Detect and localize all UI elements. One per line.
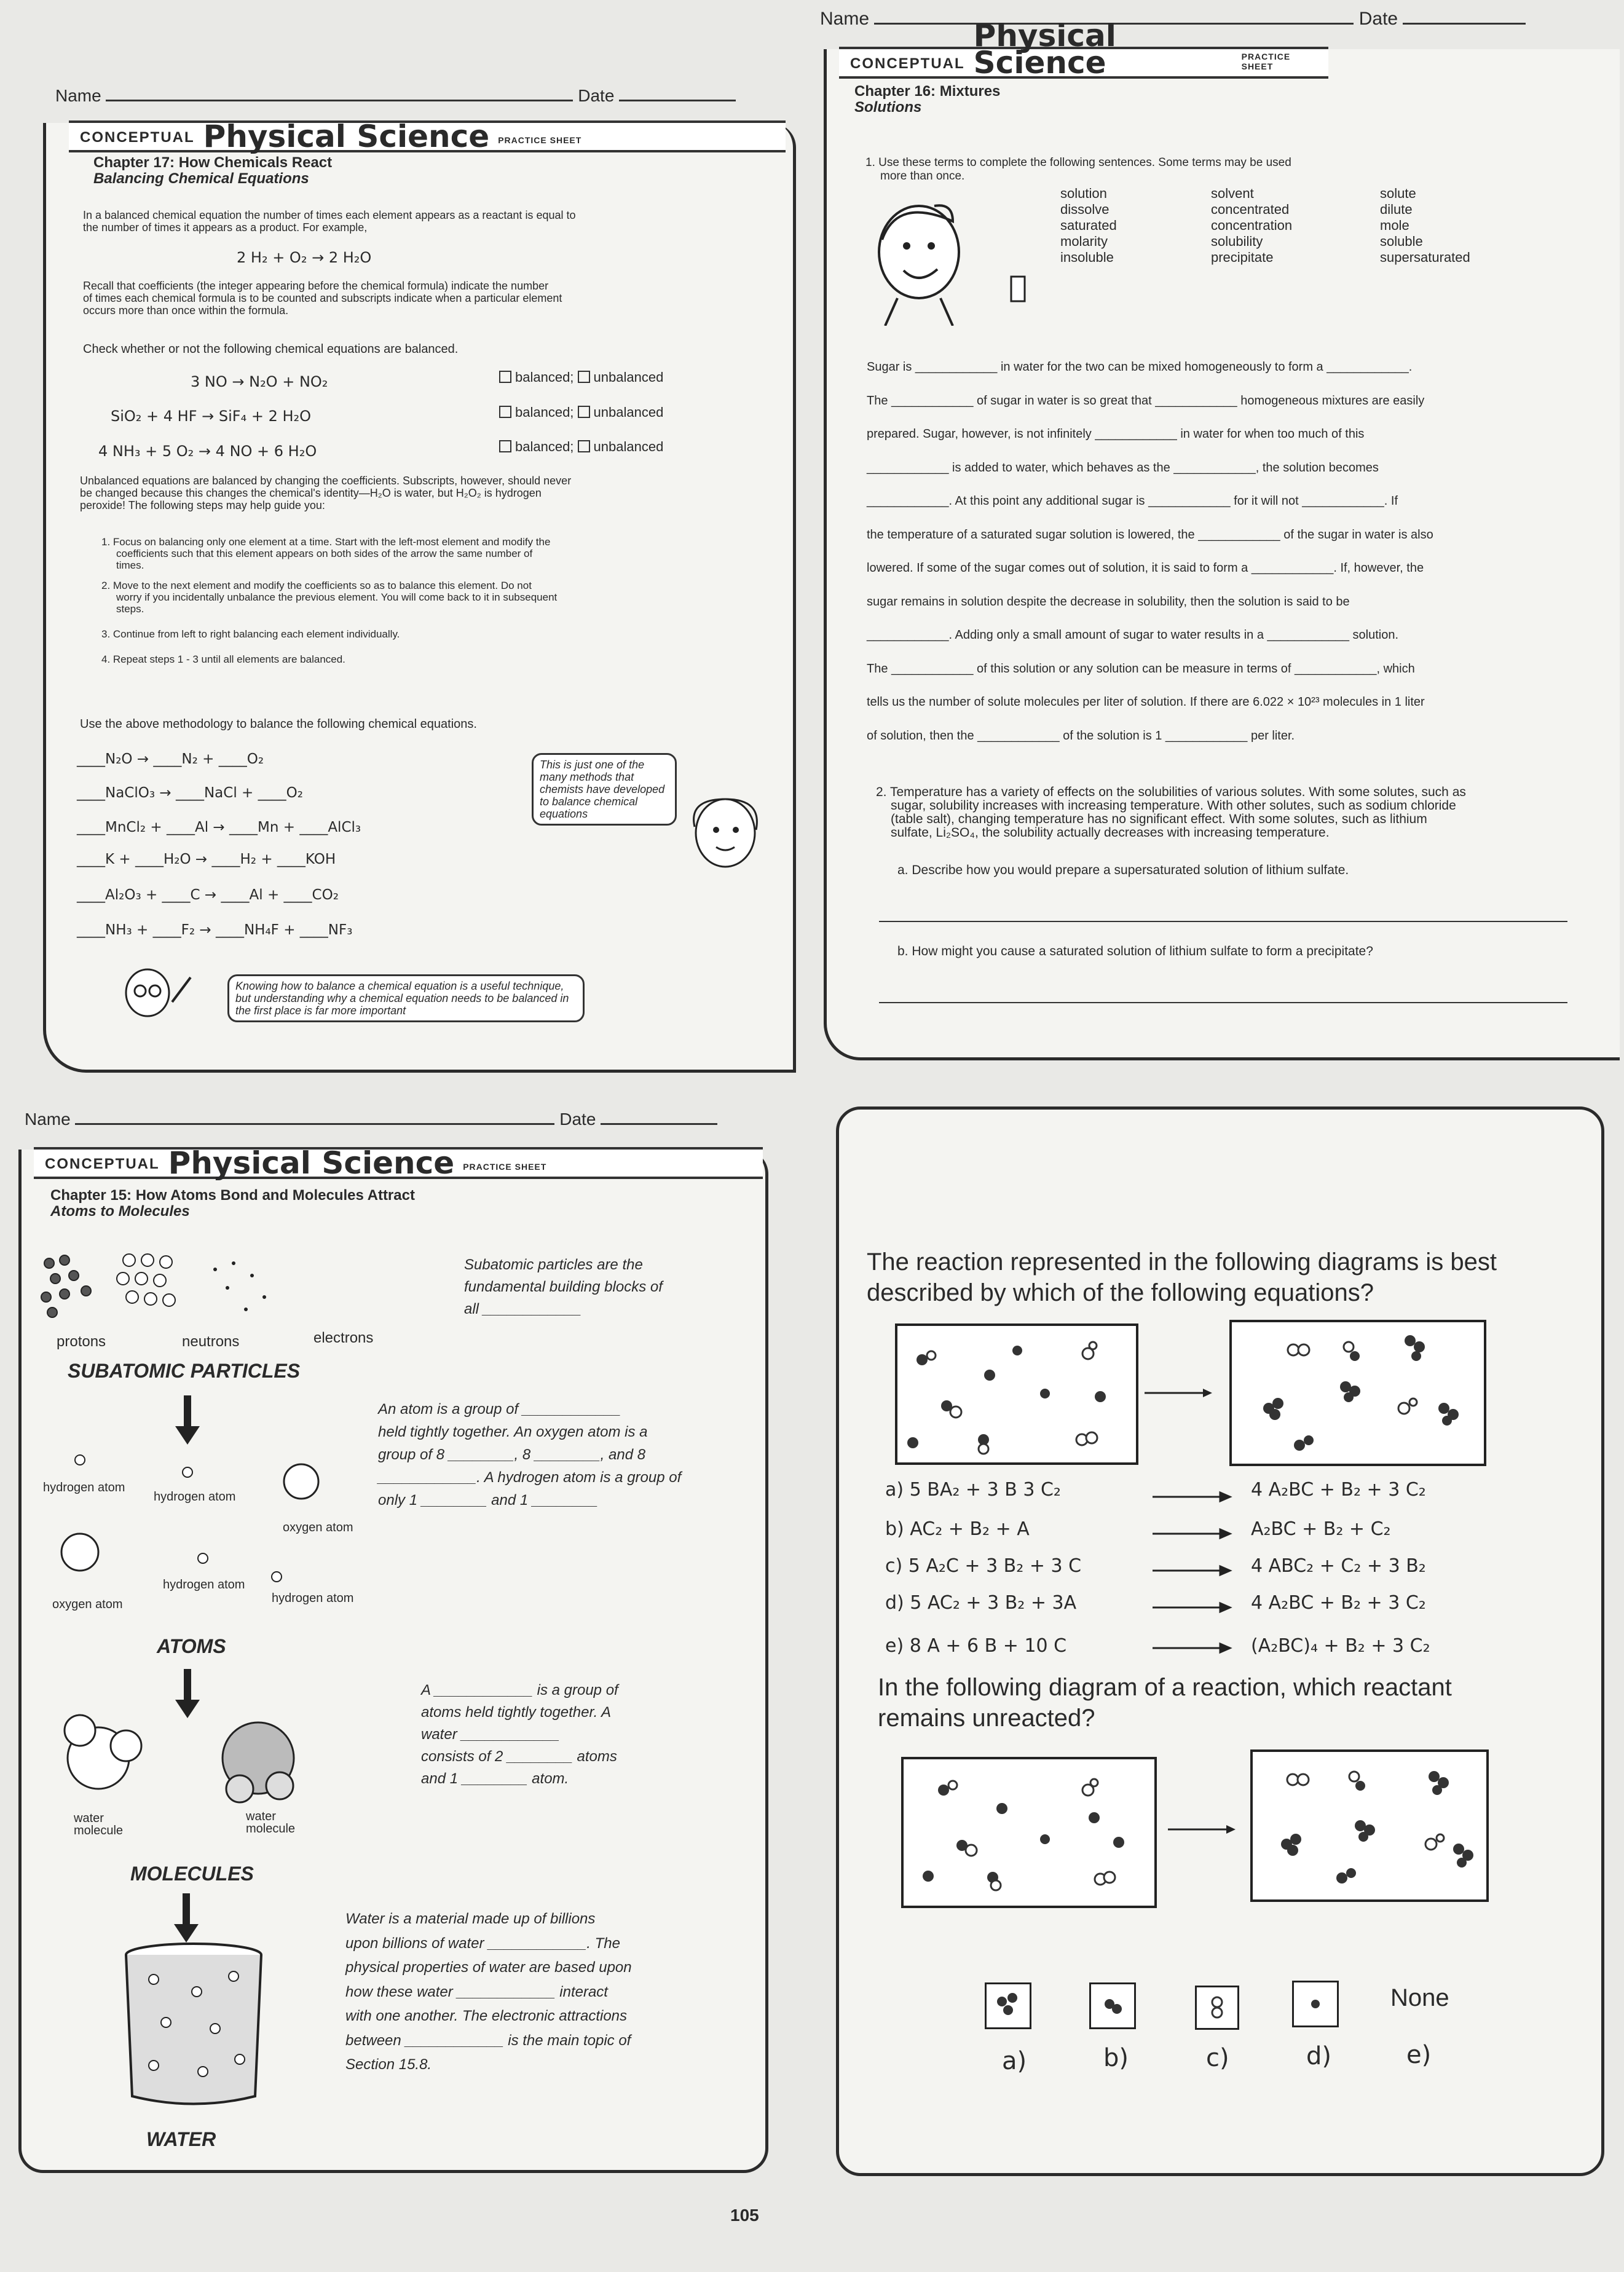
choice-label-a: a): [1002, 2047, 1027, 2075]
oxygen-atom-label-2: oxygen atom: [52, 1598, 123, 1611]
tr-q2b: b. How might you cause a saturated solution of lithium sulfate to form a precipitate?: [897, 944, 1373, 958]
balanced-checkbox-2[interactable]: [499, 406, 511, 418]
tl-recall: Recall that coefficients (the integer appearing before the chemical formula) indicate the number of times each chemical formula is to be counted and subscripts indicate when a particular element occurs more than once within the formula.: [83, 280, 562, 317]
molecule-text: A ____________ is a group of atoms held tightly together. A water ____________ consists of 2 ________ atoms and 1 ________ atom.: [421, 1682, 618, 1787]
reaction2-products-diagram: [1250, 1749, 1489, 1902]
products-diagram: [1229, 1320, 1486, 1466]
subatomic-particles-heading: SUBATOMIC PARTICLES: [68, 1360, 301, 1382]
protons-label: protons: [57, 1333, 106, 1350]
balanced-checkbox-1[interactable]: [499, 371, 511, 383]
option-c-left[interactable]: c) 5 A₂C + 3 B₂ + 3 C: [885, 1555, 1082, 1577]
beaker-icon: [117, 1943, 270, 2108]
methods-speech-bubble: This is just one of the many methods that chemists have developed to balance chemical equations: [532, 753, 677, 826]
option-d-left[interactable]: d) 5 AC₂ + 3 B₂ + 3A: [885, 1592, 1077, 1614]
student-cartoon: [111, 965, 203, 1033]
hydrogen-atom-label-2: hydrogen atom: [154, 1490, 236, 1504]
electrons-label: electrons: [313, 1330, 374, 1346]
br-question-2: In the following diagram of a reaction, which reactant remains unreacted?: [878, 1674, 1452, 1732]
choice-b-box[interactable]: [1089, 1982, 1136, 2029]
reaction-arrow-icon: [1145, 1387, 1212, 1399]
page-number: 105: [730, 2206, 759, 2225]
option-b-right: A₂BC + B₂ + C₂: [1251, 1518, 1391, 1540]
solutions-paragraph: Sugar is ____________ in water for the two can be mixed homogeneously to form a ____________. The ____________ of sugar in water is so great that ____________ homogeneous mixtures are easily prepared. Sugar, however, is not infinitely ____________ in water for when too much of this ____________ is added to water, which behaves as the ____________, the solution becomes ____________. At this point any additional sugar is ____________ for it will not ____________. If the temperature of a saturated sugar solution is lowered, the ____________ of the sugar in water is also lowered. If some of the sugar comes out of solution, it is said to form a ____________. If, however, the sugar remains in solution despite the decrease in solubility, then the solution is said to be ____________. Adding only a small amount of sugar to water results in a ____________ solution. The ____________ of this solution or any solution can be measure in terms of ____________, which tells us the number of solute molecules per liter of solution. If there are 6.022 × 10²³ molecules in 1 liter of solution, then the ____________ of the solution is 1 ____________ per liter.: [867, 360, 1433, 743]
tr-q2a: a. Describe how you would prepare a supersaturated solution of lithium sulfate.: [897, 863, 1349, 877]
tl-example-equation: 2 H₂ + O₂ → 2 H₂O: [237, 249, 372, 266]
check-choice-1: balanced; unbalanced: [499, 371, 663, 384]
oxygen-atom-label-1: oxygen atom: [283, 1521, 353, 1534]
tr-q1-intro: 1. Use these terms to complete the following sentences. Some terms may be used more than once.: [865, 156, 1291, 183]
tl-steps: 1. Focus on balancing only one element at a time. Start with the left-most element and modify the coefficients such that this element appears on both sides of the arrow the same number of times. 2. Move to the next element and modify the coefficients so as to balance this element. Do not worry if you incidentally unbalance the previous element. You will come back to it in subsequent steps. 3. Continue from left to right balancing each element individually. 4. Repeat steps 1 - 3 until all elements are balanced.: [101, 536, 558, 665]
hydrogen-atom-label-4: hydrogen atom: [272, 1592, 354, 1605]
choice-label-b: b): [1103, 2044, 1129, 2072]
check-eq-3: 4 NH₃ + 5 O₂ → 4 NO + 6 H₂O: [98, 443, 317, 460]
hydrogen-atom-label-3: hydrogen atom: [163, 1578, 245, 1592]
balance-eq-4[interactable]: ____K + ____H₂O → ____H₂ + ____KOH: [77, 851, 336, 867]
tr-chapter: Chapter 16: Mixtures Solutions: [854, 83, 1001, 116]
option-d-right: 4 A₂BC + B₂ + 3 C₂: [1251, 1592, 1426, 1614]
balance-eq-5[interactable]: ____Al₂O₃ + ____C → ____Al + ____CO₂: [77, 887, 339, 903]
tl-date-field[interactable]: [619, 100, 736, 101]
balance-eq-2[interactable]: ____NaClO₃ → ____NaCl + ____O₂: [77, 785, 303, 801]
tl-use-above: Use the above methodology to balance the following chemical equations.: [80, 717, 477, 731]
option-a-right: 4 A₂BC + B₂ + 3 C₂: [1251, 1479, 1426, 1501]
terms-col3: solute dilute mole soluble supersaturated: [1380, 186, 1470, 265]
tl-banner: CONCEPTUAL Physical Science PRACTICE SHEET: [69, 120, 786, 152]
water-molecule-label-1: water molecule: [74, 1812, 124, 1837]
choice-label-e: e): [1406, 2041, 1432, 2069]
bl-date-field[interactable]: [601, 1123, 717, 1125]
check-eq-2: SiO₂ + 4 HF → SiF₄ + 2 H₂O: [111, 408, 312, 425]
reaction2-reactants-diagram: [901, 1757, 1157, 1908]
neutrons-label: neutrons: [182, 1333, 240, 1350]
tr-name-line: Name Date: [820, 9, 1526, 30]
tr-banner: CONCEPTUAL Physical Science PRACTICE SHEET: [839, 47, 1328, 79]
check-choice-3: balanced; unbalanced: [499, 440, 663, 454]
choice-e-none[interactable]: None: [1390, 1984, 1449, 2011]
importance-speech-bubble: Knowing how to balance a chemical equation is a useful technique, but understanding why a chemical equation needs to be balanced in the first place is far more important: [227, 974, 585, 1022]
reactants-diagram: [895, 1323, 1138, 1465]
atom-text: An atom is a group of ____________ held tightly together. An oxygen atom is a group of 8 ________, 8 ________, and 8 ____________. A hydrogen atom is a group of only 1 ________ and 1 ________: [378, 1401, 682, 1509]
subatomic-text: Subatomic particles are the fundamental building blocks of all ____________: [464, 1256, 663, 1317]
down-arrow-icon: [174, 1893, 199, 1943]
tr-q2b-answer-line[interactable]: [879, 1002, 1567, 1003]
molecules-heading: MOLECULES: [130, 1863, 254, 1885]
water-molecules-illustration: [55, 1709, 313, 1807]
balance-eq-1[interactable]: ____N₂O → ____N₂ + ____O₂: [77, 751, 264, 767]
check-eq-1: 3 NO → N₂O + NO₂: [191, 373, 328, 390]
girl-cartoon: [676, 793, 775, 873]
unbalanced-checkbox-1[interactable]: [578, 371, 590, 383]
choice-label-d: d): [1306, 2042, 1331, 2070]
balance-eq-3[interactable]: ____MnCl₂ + ____Al → ____Mn + ____AlCl₃: [77, 819, 361, 835]
check-choice-2: balanced; unbalanced: [499, 406, 663, 419]
unbalanced-checkbox-3[interactable]: [578, 440, 590, 452]
tl-name-field[interactable]: [106, 100, 573, 101]
bl-name-line: Name Date: [25, 1110, 717, 1129]
hydrogen-atom-label-1: hydrogen atom: [43, 1481, 125, 1494]
tl-unbalanced-text: Unbalanced equations are balanced by changing the coefficients. Subscripts, however, should never be changed because this changes the chemical's identity—H₂O is water, but H₂O₂ is hydrogen peroxide! The following steps may help guide you:: [80, 475, 572, 511]
water-heading: WATER: [146, 2128, 216, 2150]
bl-banner: CONCEPTUAL Physical Science PRACTICE SHEET: [34, 1147, 763, 1179]
tr-q2a-answer-line[interactable]: [879, 921, 1567, 922]
tl-intro: In a balanced chemical equation the number of times each element appears as a reactant is equal to the number of times it appears as a product. For example,: [83, 209, 576, 234]
down-arrow-icon: [175, 1395, 200, 1445]
bl-name-field[interactable]: [75, 1123, 554, 1125]
tr-q2: 2. Temperature has a variety of effects on the solubilities of various solutes. With some solutes, such as sugar, solubility increases with increasing temperature. With other solutes, such as sodium chloride (table salt), changing temperature has no significant effect. With some solutes, such as lithium sulfate, Li₂SO₄, the solubility actually decreases with increasing temperature.: [876, 785, 1466, 840]
option-arrows: [1153, 1485, 1232, 1663]
unbalanced-checkbox-2[interactable]: [578, 406, 590, 418]
choice-a-box[interactable]: [985, 1982, 1031, 2029]
atoms-heading: ATOMS: [157, 1635, 226, 1657]
subatomic-particles-illustration: [37, 1251, 295, 1337]
tr-date-field[interactable]: [1403, 23, 1526, 25]
balanced-checkbox-3[interactable]: [499, 440, 511, 452]
br-question-1: The reaction represented in the following diagrams is best described by which of the following equations?: [867, 1248, 1497, 1306]
balance-eq-6[interactable]: ____NH₃ + ____F₂ → ____NH₄F + ____NF₃: [77, 922, 353, 938]
option-a-left[interactable]: a) 5 BA₂ + 3 B 3 C₂: [885, 1479, 1061, 1501]
terms-col2: solvent concentrated concentration solubility precipitate: [1211, 186, 1293, 265]
boy-cartoon: [861, 184, 1027, 326]
option-c-right: 4 ABC₂ + C₂ + 3 B₂: [1251, 1555, 1426, 1577]
water-text: Water is a material made up of billions upon billions of water ____________. The physical properties of water are based upon how these water ____________ interact with one another. The electronic attractions between ____________ is the main topic of Section 15.8.: [345, 1911, 632, 2073]
option-e-right: (A₂BC)₄ + B₂ + 3 C₂: [1251, 1635, 1430, 1657]
tl-name-line: Name Date: [55, 86, 736, 106]
water-molecule-label-2: water molecule: [246, 1810, 296, 1836]
option-b-left[interactable]: b) AC₂ + B₂ + A: [885, 1518, 1030, 1540]
choice-d-box[interactable]: [1292, 1981, 1339, 2027]
option-e-left[interactable]: e) 8 A + 6 B + 10 C: [885, 1635, 1067, 1657]
tl-chapter: Chapter 17: How Chemicals React Balancing Chemical Equations: [93, 154, 333, 187]
tl-check-instruction: Check whether or not the following chemical equations are balanced.: [83, 342, 459, 356]
choice-label-c: c): [1206, 2044, 1229, 2072]
choice-c-box[interactable]: [1195, 1986, 1239, 2030]
terms-col1: solution dissolve saturated molarity insoluble: [1060, 186, 1117, 265]
reaction2-arrow-icon: [1168, 1823, 1236, 1836]
bl-chapter: Chapter 15: How Atoms Bond and Molecules Attract Atoms to Molecules: [50, 1187, 415, 1220]
